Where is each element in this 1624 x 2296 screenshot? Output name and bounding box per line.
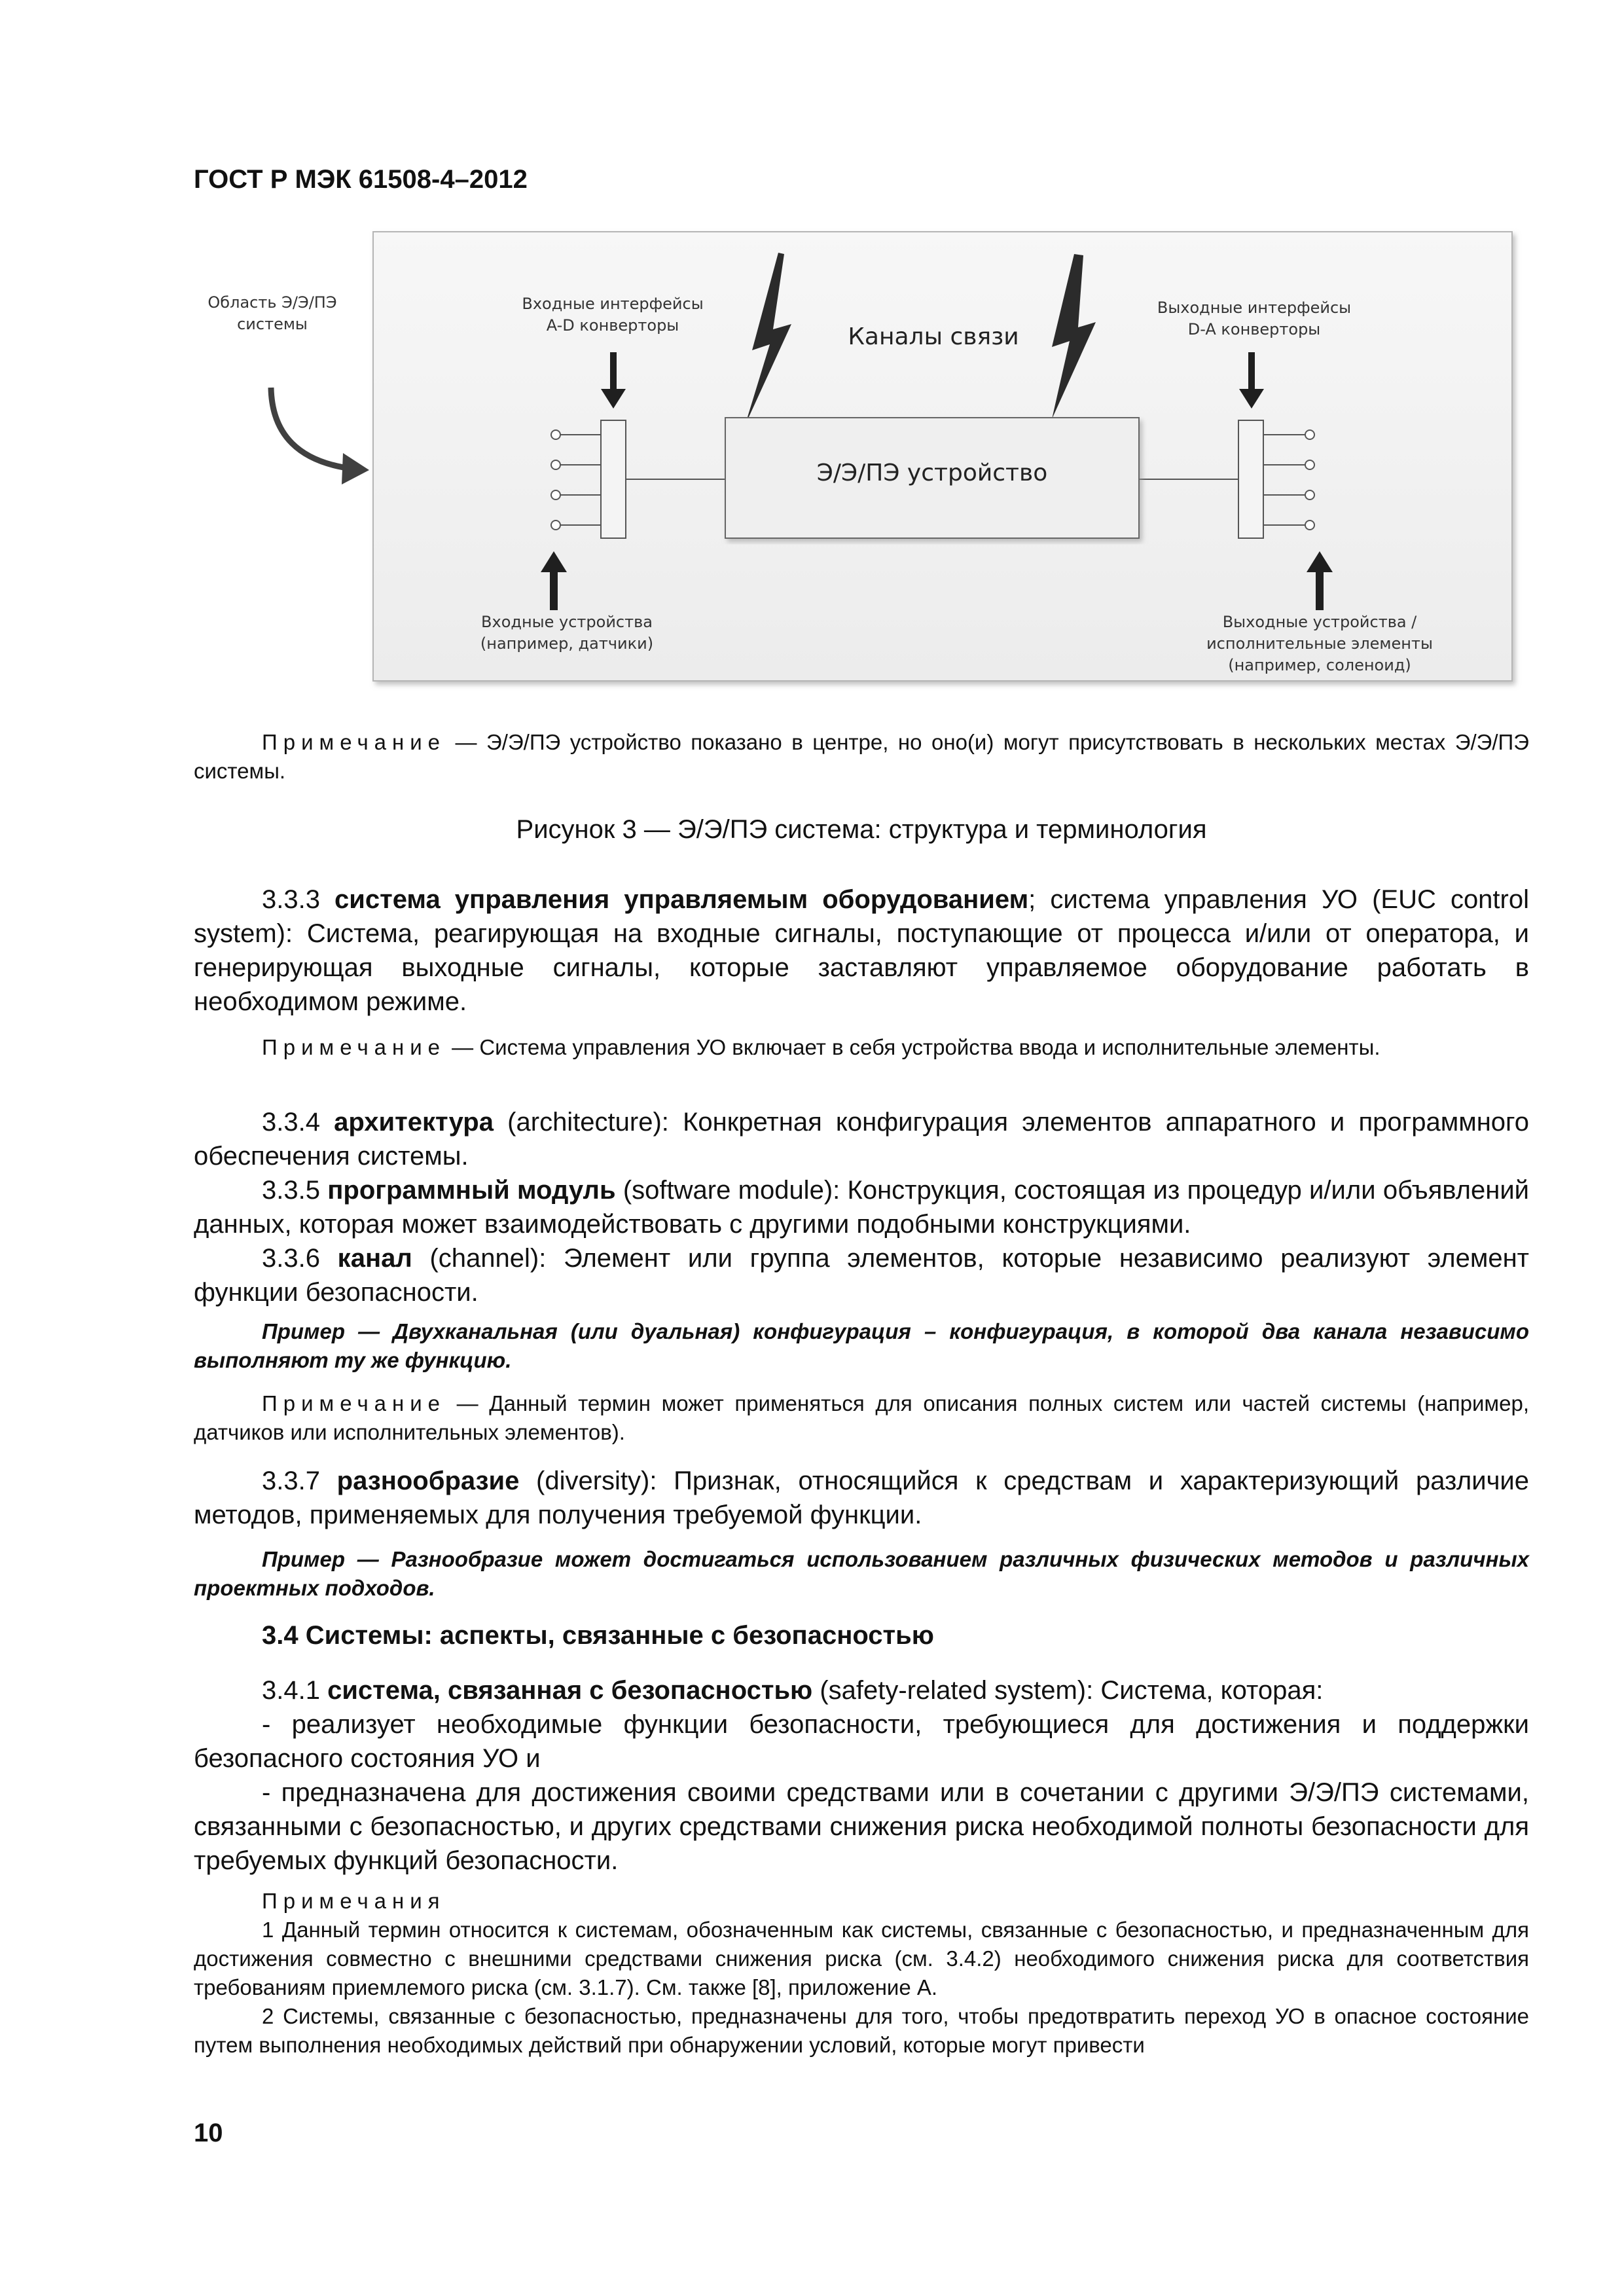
device-label: Э/Э/ПЭ устройство bbox=[816, 460, 1048, 486]
example-3-3-7: Пример — Разнообразие может достигаться использованием различных физических методов и различных проектных подходов. bbox=[194, 1547, 1529, 1600]
section-3-3-7: 3.3.7 разнообразие (diversity): Признак, относящийся к средствам и характеризующий различие методов, применяемых для получения требуемой функции. bbox=[194, 1467, 1529, 1529]
list-item: - предназначена для достижения своими средствами или в сочетании с другими Э/Э/ПЭ системами, связанными с безопасностью, и других средствами снижения риска необходимой полноты безопасности для требуемых функций безопасности. bbox=[194, 1778, 1529, 1875]
page-number: 10 bbox=[194, 2119, 223, 2147]
section-3-3-5: 3.3.5 программный модуль (software module): Конструкция, состоящая из процедур и/или объявлений данных, которая может взаимодействовать с другими подобными конструкциями. bbox=[194, 1176, 1529, 1239]
figure-caption: Рисунок 3 — Э/Э/ПЭ система: структура и терминология bbox=[516, 815, 1207, 844]
list-item: - реализует необходимые функции безопасности, требующиеся для достижения и поддержки безопасного состояния УО и bbox=[194, 1710, 1529, 1773]
figure-note bbox=[194, 728, 1529, 786]
notes-3-4-1 bbox=[194, 1887, 1529, 2060]
input-devices-label: Входные устройства (например, датчики) bbox=[480, 613, 654, 653]
section-3-4-1: 3.4.1 система, связанная с безопасностью (safety-related system): Система, которая: - реализует необходимые функции безопасности, требующиеся для достижения и поддержки безопасного состояния УО и - предназначена для достижения своими средствами или в сочетании с другими Э/Э/ПЭ системами, связанными с безопасностью, и других средствами снижения риска необходимой полноты безопасности для требуемых функций безопасности. bbox=[194, 1673, 1529, 1878]
section-3-3-3: 3.3.3 система управления управляемым оборудованием; система управления УО (EUC control system): Система, реагирующая на входные сигналы, поступающие от процесса и/или от оператора, и генерирующая выходные сигналы, которые заставляют управляемое оборудование работать в необходимом режиме. bbox=[194, 885, 1529, 1016]
output-interfaces-label: Выходные интерфейсы D-A конверторы bbox=[1157, 299, 1352, 338]
output-devices-label: Выходные устройства / исполнительные элементы (например, соленоид) bbox=[1206, 613, 1433, 674]
note-item: 1 Данный термин относится к системам, обозначенным как системы, связанные с безопасностью, и предназначенным для достижения совместно с внешними средствами снижения риска (см. 3.4.2) необходимого снижения риска для соответствия требованиям приемлемого риска (см. 3.1.7). См. также [8], приложение А. bbox=[194, 1918, 1529, 1999]
note-3-3-6: Примечание — Данный термин может применяться для описания полных систем или частей системы (например, датчиков или исполнительных элементов). bbox=[194, 1391, 1529, 1444]
example-3-3-6: Пример — Двухканальная (или дуальная) конфигурация – конфигурация, в которой два канала независимо выполняют ту же функцию. bbox=[194, 1319, 1529, 1372]
notes-label: Примечания bbox=[262, 1889, 446, 1913]
curved-arrow-icon bbox=[271, 388, 352, 469]
note-label: Примечание bbox=[262, 730, 446, 754]
input-interface-block bbox=[601, 420, 626, 538]
note-3-3-3: Примечание — Система управления УО включает в себя устройства ввода и исполнительные элементы. bbox=[262, 1035, 1380, 1059]
input-interfaces-label: Входные интерфейсы A-D конверторы bbox=[522, 295, 704, 335]
document-header: ГОСТ Р МЭК 61508-4–2012 bbox=[194, 165, 528, 194]
channels-label: Каналы связи bbox=[848, 323, 1019, 350]
output-interface-block bbox=[1238, 420, 1263, 538]
section-3-4-heading: 3.4 Системы: аспекты, связанные с безопасностью bbox=[262, 1621, 934, 1650]
section-3-3-4: 3.3.4 архитектура (architecture): Конкретная конфигурация элементов аппаратного и программного обеспечения системы. bbox=[194, 1108, 1529, 1171]
figure-3 bbox=[194, 223, 1529, 701]
section-3-3-6: 3.3.6 канал (channel): Элемент или группа элементов, которые независимо реализуют элемент функции безопасности. bbox=[194, 1244, 1529, 1307]
sections-3-3-4-to-6 bbox=[194, 1105, 1529, 1309]
note-item: 2 Системы, связанные с безопасностью, предназначены для того, чтобы предотвратить переход УО в опасное состояние путем выполнения необходимых действий при обнаружении условий, которые могут привести bbox=[194, 2004, 1529, 2057]
term: система управления управляемым оборудованием bbox=[334, 885, 1029, 914]
system-area-label: Область Э/Э/ПЭ системы bbox=[208, 293, 337, 333]
note-text: — Э/Э/ПЭ устройство показано в центре, но оно(и) могут присутствовать в нескольких местах Э/Э/ПЭ системы. bbox=[194, 730, 1529, 783]
